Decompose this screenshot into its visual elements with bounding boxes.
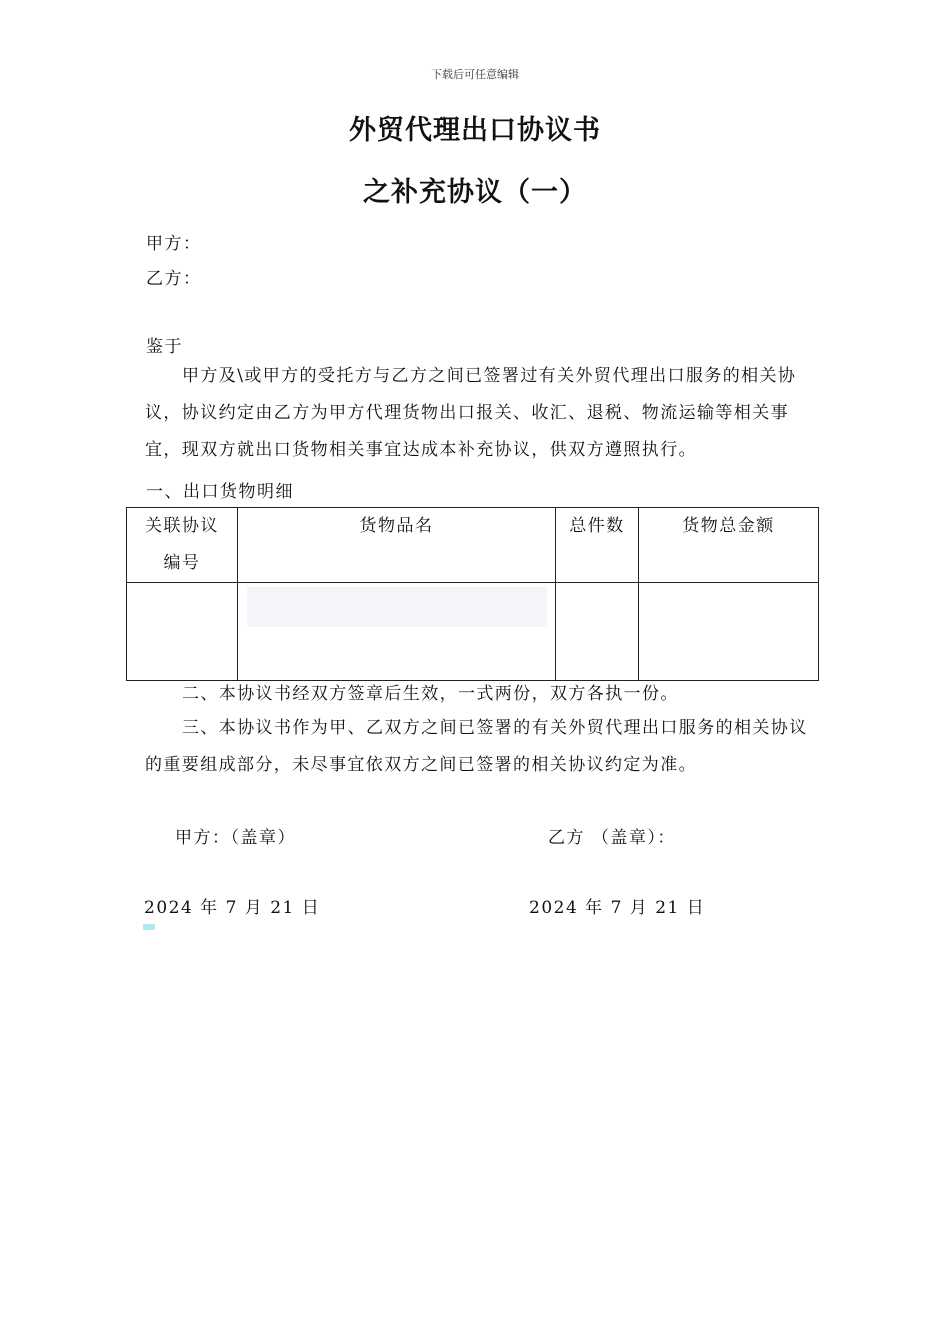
text-cursor-marker [143,924,155,930]
goods-name-field[interactable] [247,587,547,627]
signature-party-b: 乙方 （盖章）： [548,828,676,848]
cell-goods-name[interactable] [238,583,556,681]
table-row [127,583,819,681]
clause-3: 三、本协议书作为甲、乙双方之间已签署的有关外贸代理出口服务的相关协议的重要组成部分，未尽事宜依双方之间已签署的相关协议约定为准。 [145,718,808,775]
signature-party-a: 甲方：（盖章） [175,828,296,848]
col-header-total-amount: 货物总金额 [639,508,819,583]
party-a-label: 甲方： [146,234,202,254]
col-header-agreement-no: 关联协议编号 [127,508,238,583]
cell-total-pieces[interactable] [556,583,639,681]
date-party-b: 2024 年 7 月 21 日 [529,898,706,918]
header-note: 下载后可任意编辑 [431,68,519,81]
intro-paragraph: 甲方及\或甲方的受托方与乙方之间已签署过有关外贸代理出口服务的相关协议，协议约定由乙方为甲方代理货物出口报关、收汇、退税、物流运输等相关事宜，现双方就出口货物相关事宜达成本补充协议，供双方遵照执行。 [145,366,797,460]
clause-2: 二、本协议书经双方签章后生效，一式两份，双方各执一份。 [182,684,679,704]
goods-table-header-row [127,508,819,583]
document-subtitle: 之补充协议（一） [363,177,587,208]
document-title: 外贸代理出口协议书 [349,115,601,146]
col-header-total-pieces: 总件数 [556,508,639,583]
party-b-label: 乙方： [146,269,202,289]
col-header-goods-name: 货物品名 [238,508,556,583]
date-party-a: 2024 年 7 月 21 日 [144,898,321,918]
goods-table [126,507,819,681]
cell-total-amount[interactable] [639,583,819,681]
cell-agreement-no[interactable] [127,583,238,681]
section1-heading: 一、出口货物明细 [146,482,294,502]
whereas-label: 鉴于 [146,337,183,357]
